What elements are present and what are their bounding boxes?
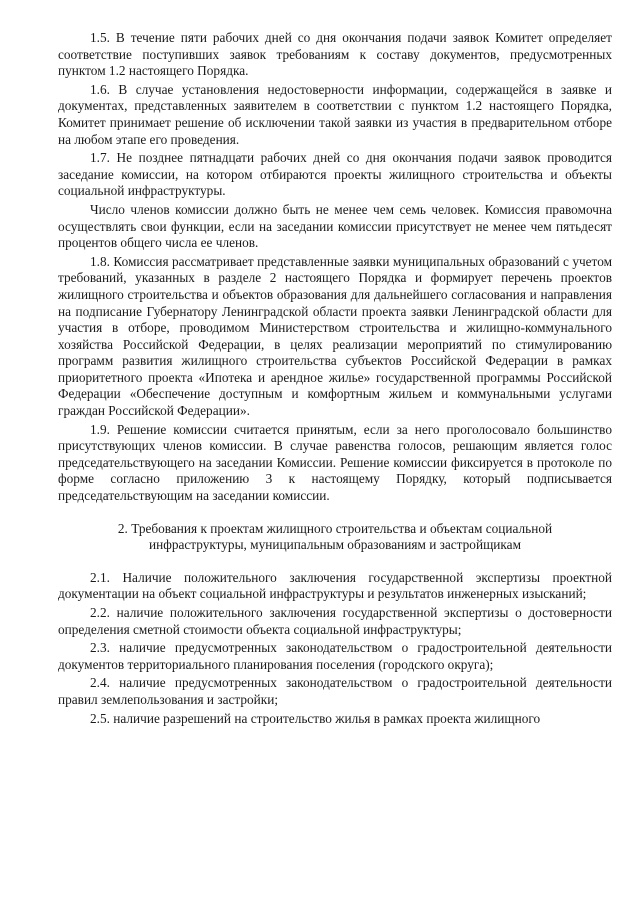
heading-gap xyxy=(58,560,612,570)
paragraph-1-6: 1.6. В случае установления недостоверности информации, содержащейся в заявке и документах, представленных заявителем в соответствии с пунктом 1.2 настоящего Порядка, Комитет принимает решение об исключении такой заявки из участия в предварительном отборе на любом этапе его проведения. xyxy=(58,81,612,147)
paragraph-2-1: 2.1. Наличие положительного заключения государственной экспертизы проектной документации на объект социальной инфраструктуры и результатов инженерных изысканий; xyxy=(58,569,612,602)
paragraph-2-5: 2.5. наличие разрешений на строительство жилья в рамках проекта жилищного xyxy=(90,710,541,726)
paragraph-2-3: 2.3. наличие предусмотренных законодательством о градостроительной деятельности документов территориального планирования поселения (городского округа); xyxy=(58,640,612,672)
document-page xyxy=(58,30,612,729)
paragraph-1-5: 1.5. В течение пяти рабочих дней со дня окончания подачи заявок Комитет определяет соответствие поступивших заявок требованиям к составу документов, предусмотренных пунктом 1.2 настоящего Порядка. xyxy=(58,30,612,79)
paragraph-2-4: 2.4. наличие предусмотренных законодательством о градостроительной деятельности правил землепользования и застройки; xyxy=(58,675,612,707)
paragraph-commission-members: Число членов комиссии должно быть не менее чем семь человек. Комиссия правомочна осуществлять свои функции, если на заседании комиссии присутствует не менее чем пятьдесят процентов общего числа ее членов. xyxy=(58,201,612,251)
paragraph-1-9: 1.9. Решение комиссии считается принятым, если за него проголосовало большинство присутствующих членов комиссии. В случае равенства голосов, решающим является голос председательствующего на заседании Комиссии. Решение комиссии фиксируется в протоколе по форме согласно приложению 3 к настоящему Порядку, который подписывается председательствующим на заседании комиссии. xyxy=(58,421,612,504)
section-2-heading: 2. Требования к проектам жилищного строительства и объектам социальной инфраструктуры, муниципальным образованиям и застройщикам xyxy=(117,520,553,553)
paragraph-1-7: 1.7. Не позднее пятнадцати рабочих дней со дня окончания подачи заявок проводится заседание комиссии, на котором отбираются проекты жилищного строительства и объекты социальной инфраструктуры. xyxy=(58,150,612,199)
section-gap xyxy=(58,507,612,521)
paragraph-1-8: 1.8. Комиссия рассматривает представленные заявки муниципальных образований с учетом требований, указанных в разделе 2 настоящего Порядка и формирует перечень проектов жилищного строительства и объектов образования для дальнейшего согласования и направления на подписание Губернатору Ленинградской области проекта заявки Ленинградской области для участия в отборе, проводимом Министерством строительства и жилищно-коммунального хозяйства Российской Федерации, в целях реализации мероприятий по стимулированию программ развития жилищного строительства субъектов Российской Федерации в рамках приоритетного проекта «Ипотека и арендное жилье» государственной программы Российской Федерации «Обеспечение доступным и комфортным жильем и коммунальными услугами граждан Российской Федерации». xyxy=(58,253,612,419)
paragraph-2-2: 2.2. наличие положительного заключения государственной экспертизы о достоверности определения сметной стоимости объекта социальной инфраструктуры; xyxy=(58,605,612,637)
